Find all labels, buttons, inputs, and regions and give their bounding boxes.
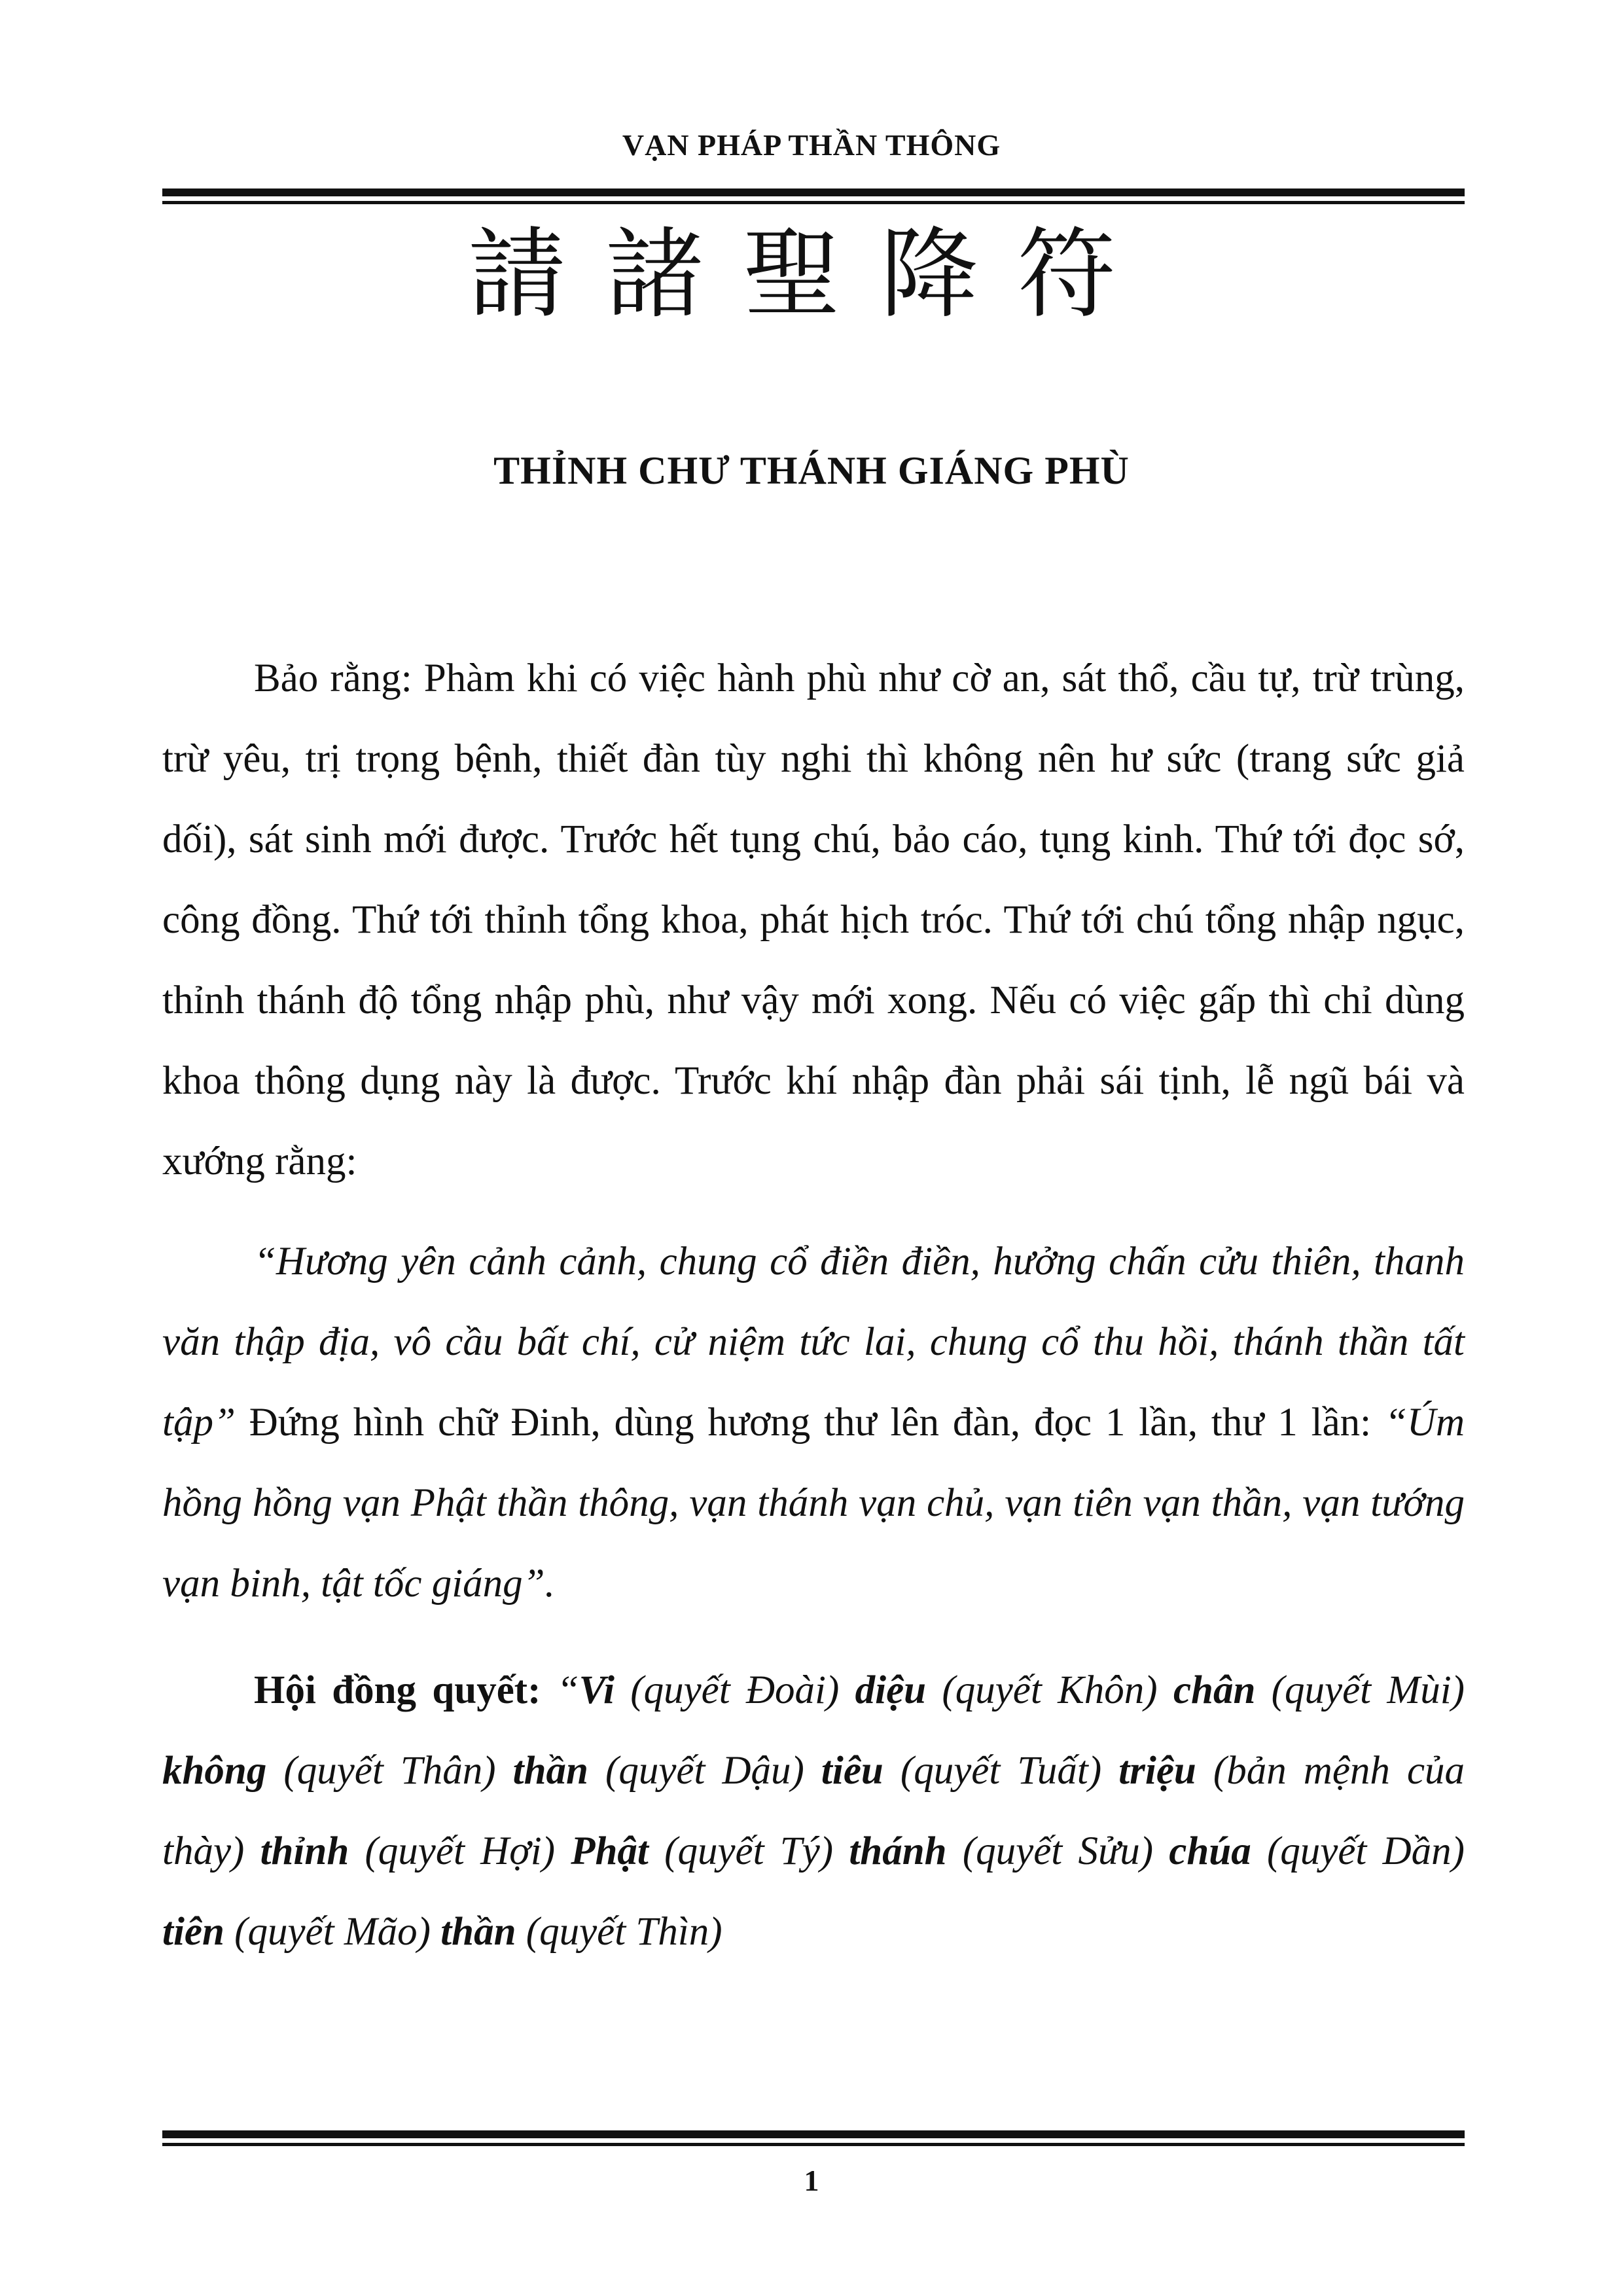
- instruction-text: Đứng hình chữ Đinh, dùng hương thư lên đàn, đọc 1 lần, thư 1 lần:: [235, 1401, 1385, 1444]
- incantation-keyword: thỉnh: [260, 1829, 349, 1873]
- incantation-note: (quyết Thân): [266, 1749, 513, 1793]
- incantation-note: (quyết Tý): [648, 1829, 849, 1873]
- incantation-note: (quyết Dậu): [588, 1749, 821, 1793]
- incantation-1: “Hương yên cảnh cảnh, chung cổ điền điền, hưởng chấn cửu thiên, thanh văn thập địa, vô cầu bất chí, cử niệm tức lai, chung cổ thu hồi, thánh thần tất tập”: [162, 1240, 1465, 1444]
- paragraph-1: Bảo rằng: Phàm khi có việc hành phù như cờ an, sát thổ, cầu tự, trừ trùng, trừ yêu, trị trọng bệnh, thiết đàn tùy nghi thì không nên hư sức (trang sức giả dối), sát sinh mới được. Trước hết tụng chú, bảo cáo, tụng kinh. Thứ tới đọc sớ, công đồng. Thứ tới thỉnh tổng khoa, phát hịch tróc. Thứ tới chú tổng nhập ngục, thỉnh thánh độ tổng nhập phù, như vậy mới xong. Nếu có việc gấp thì chỉ dùng khoa thông dụng này là được. Trước khí nhập đàn phải sái tịnh, lễ ngũ bái và xướng rằng:: [162, 656, 1465, 1183]
- paragraph-2: [162, 1221, 1465, 1624]
- incantation-note: (quyết Mão): [224, 1910, 441, 1954]
- incantation-note: “: [541, 1668, 579, 1712]
- incantation-keyword: Vi: [579, 1668, 615, 1712]
- header-rule-thin: [162, 201, 1465, 204]
- incantation-note: (quyết Đoài): [614, 1668, 855, 1712]
- incantation-2: “Úm hồng hồng vạn Phật thần thông, vạn thánh vạn chủ, vạn tiên vạn thần, vạn tướng vạn binh, tật tốc giáng”.: [162, 1401, 1465, 1605]
- incantation-note: (quyết Dần): [1251, 1829, 1465, 1873]
- paragraph-3-label: Hội đồng quyết:: [254, 1668, 541, 1712]
- incantation-keyword: tiêu: [821, 1749, 883, 1793]
- incantation-note: (quyết Khôn): [926, 1668, 1173, 1712]
- incantation-keyword: chân: [1173, 1668, 1256, 1712]
- incantation-keyword: chúa: [1169, 1829, 1251, 1873]
- incantation-keyword: diệu: [855, 1668, 927, 1712]
- incantation-note: (quyết Mùi): [1255, 1668, 1465, 1712]
- incantation-note: (quyết Sửu): [946, 1829, 1169, 1873]
- incantation-keyword: thần: [440, 1910, 516, 1954]
- page-number: 1: [804, 2164, 819, 2197]
- incantation-keyword: không: [162, 1749, 267, 1793]
- incantation-keyword: triệu: [1118, 1749, 1196, 1793]
- incantation-keyword: thánh: [849, 1829, 947, 1873]
- header-double-rule: [162, 188, 1465, 204]
- incantation-note: (bản mệnh của thày): [162, 1749, 1465, 1873]
- footer-rule-thin: [162, 2143, 1465, 2146]
- footer-rule-thick: [162, 2130, 1465, 2138]
- han-title: 請諸聖降符: [467, 218, 1155, 332]
- footer-double-rule: [162, 2130, 1465, 2146]
- incantation-note: (quyết Thìn): [516, 1910, 722, 1954]
- incantation-note: (quyết Hợi): [349, 1829, 571, 1873]
- incantation-keyword: tiên: [162, 1910, 224, 1954]
- section-title: THỈNH CHƯ THÁNH GIÁNG PHÙ: [493, 449, 1130, 492]
- incantation-keyword: thần: [512, 1749, 588, 1793]
- header-rule-thick: [162, 188, 1465, 196]
- incantation-note: (quyết Tuất): [883, 1749, 1119, 1793]
- running-header: VẠN PHÁP THẦN THÔNG: [622, 128, 1001, 162]
- paragraph-3: [162, 1650, 1465, 1972]
- body-text: [162, 638, 1465, 1972]
- incantation-keyword: Phật: [571, 1829, 649, 1873]
